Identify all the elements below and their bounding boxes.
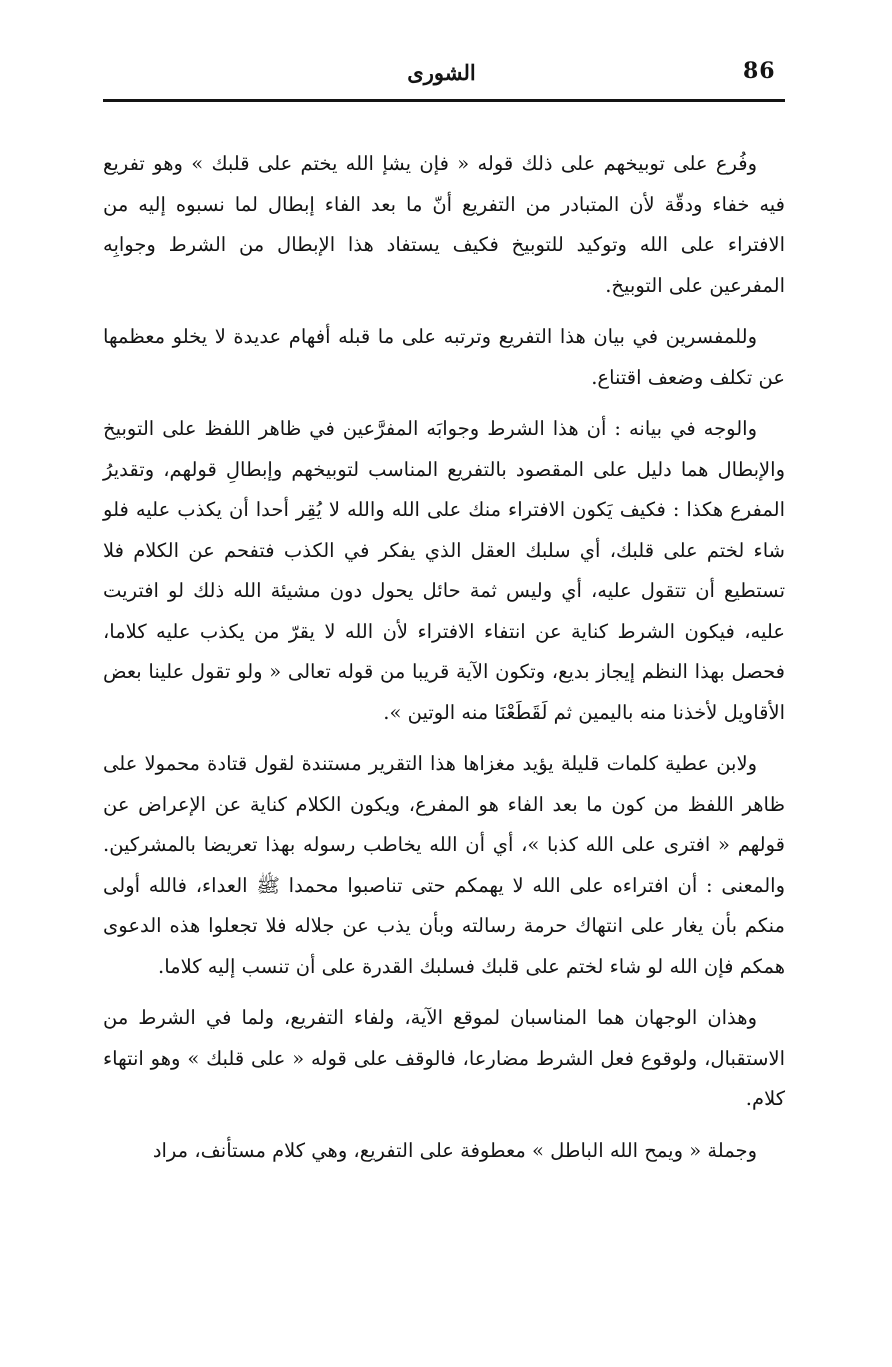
page-number: 86 [743, 58, 776, 84]
running-title: الشورى [407, 60, 476, 85]
paragraph: والوجه في بيانه : أن هذا الشرط وجوابَه المفرَّعين في ظاهر اللفظ على التوبيخ والإبطال هما دليل على المقصود بالتفريع المناسب لتوبيخهم وإبطالِ قولهم، وتقديرُ المفرع هكذا : فكيف يَكون الافتراء منك على الله والله لا يُقِر أحدا أن يكذب عليه فلو شاء لختم على قلبك، أي سلبك العقل الذي يفكر في الكذب فتفحم عن الكلام فلا تستطيع أن تتقول عليه، أي وليس ثمة حائل يحول دون مشيئة الله ذلك لو افتريت عليه، فيكون الشرط كناية عن انتفاء الافتراء لأن الله لا يقرّ من يكذب عليه كلاما، فحصل بهذا النظم إيجاز بديع، وتكون الآية قريبا من قوله تعالى « ولو تقول علينا بعض الأقاويل لأخذنا منه باليمين ثم لَقَطَعْنَا منه الوتين ». [103, 417, 785, 724]
header-rule [103, 99, 785, 102]
body-text [103, 144, 785, 1182]
paragraph: وهذان الوجهان هما المناسبان لموقع الآية، ولفاء التفريع، ولما في الشرط من الاستقبال، ولوقوع فعل الشرط مضارعا، فالوقف على قوله « على قلبك » وهو انتهاء كلام. [103, 1006, 785, 1110]
page-header [103, 52, 780, 102]
paragraph: وفُرع على توبيخهم على ذلك قوله « فإن يشإ الله يختم على قلبك » وهو تفريع فيه خفاء ودقّة لأن المتبادر من التفريع أنّ ما بعد الفاء إبطال لما نسبوه إليه من الافتراء على الله وتوكيد للتوبيخ فكيف يستفاد هذا الإبطال من الشرط وجوابِه المفرعين على التوبيخ. [103, 152, 785, 297]
paragraph: وجملة « ويمح الله الباطل » معطوفة على التفريع، وهي كلام مستأنف، مراد [152, 1138, 757, 1162]
paragraph: ولابن عطية كلمات قليلة يؤيد مغزاها هذا التقرير مستندة لقول قتادة محمولا على ظاهر اللفظ من كون ما بعد الفاء هو المفرع، ويكون الكلام كناية عن الإعراض عن قولهم « افترى على الله كذبا »، أي أن الله يخاطب رسوله بهذا تعريضا بالمشركين. والمعنى : أن افتراءه على الله لا يهمكم حتى تناصبوا محمدا ﷺ العداء، فالله أولى منكم بأن يغار على انتهاك حرمة رسالته وبأن يذب عن جلاله فلا تجعلوا هذه الدعوى همكم فإن الله لو شاء لختم على قلبك فسلبك القدرة على أن تنسب إليه كلاما. [103, 752, 785, 978]
paragraph: وللمفسرين في بيان هذا التفريع وترتبه على ما قبله أفهام عديدة لا يخلو معظمها عن تكلف وضعف اقتناع. [103, 325, 785, 389]
